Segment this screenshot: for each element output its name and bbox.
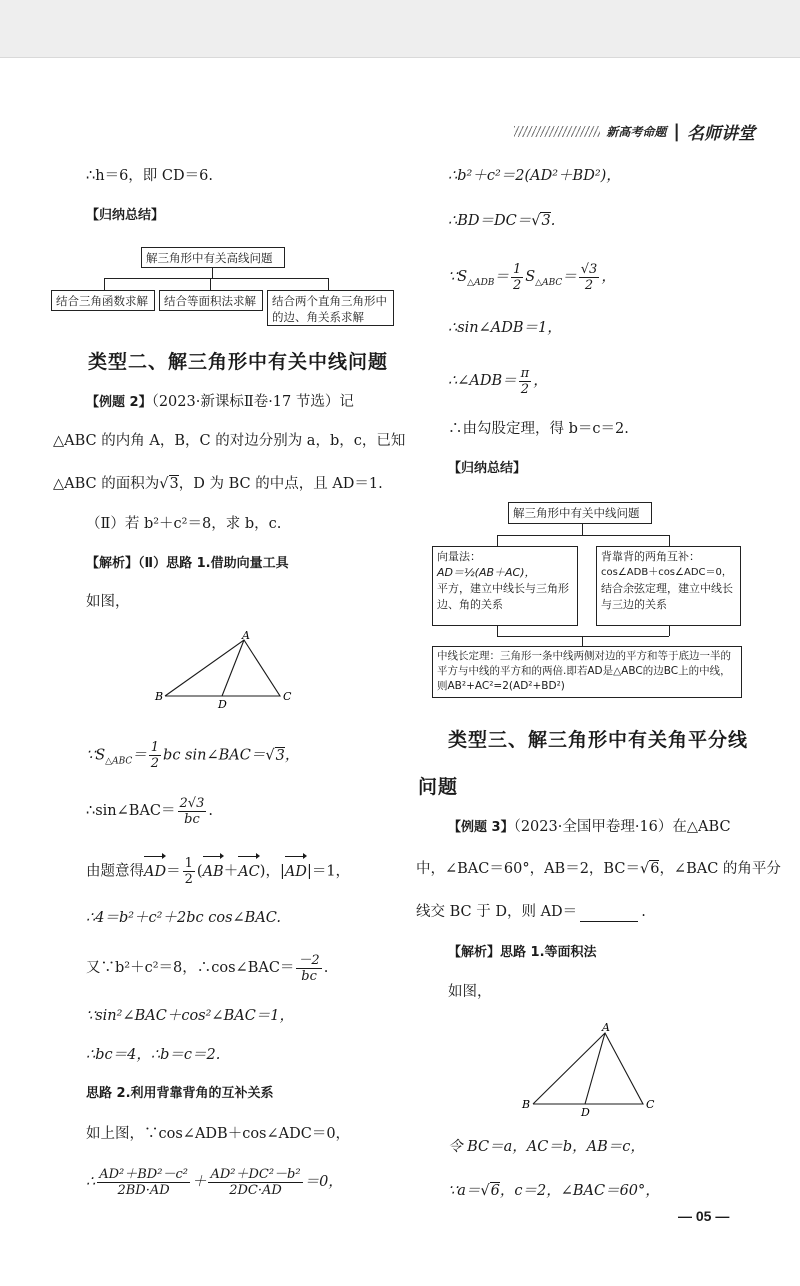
answer-blank: [580, 907, 638, 922]
example-2-text: ，D 为 BC 的中点，且 AD＝1.: [178, 476, 383, 492]
right-line-2: ∴BD＝DC＝√3.: [448, 213, 556, 229]
example-2-line-4: （Ⅱ）若 b²＋c²＝8，求 b，c.: [86, 516, 282, 532]
vertex-label-b: B: [155, 690, 164, 703]
equation-3: [86, 856, 350, 886]
header-big-title: 名师讲堂: [687, 124, 755, 144]
frac-den: 2: [150, 756, 160, 771]
header-hatch: [514, 126, 600, 137]
fraction: [178, 796, 207, 827]
as-figure-text: 如图，: [86, 594, 130, 610]
tree1-connector: [210, 278, 211, 290]
tree2-connector: [669, 626, 670, 636]
tree2-connector: [582, 524, 583, 535]
frac-den: 2BD·AD: [117, 1182, 170, 1198]
example-2-line-3: △ABC 的面积为√3，D 为 BC 的中点，且 AD＝1.: [53, 476, 383, 492]
right-line-5: [448, 364, 548, 398]
eq-text: S: [525, 269, 536, 285]
frac-den: 2: [584, 277, 594, 293]
frac-num: AD²＋BD²－c²: [99, 1166, 188, 1182]
frac-den: 2: [184, 872, 193, 887]
example-3-source: （2023·全国甲卷理·16）在△ABC: [513, 819, 731, 835]
tree2-root: 解三角形中有关中线问题: [508, 502, 652, 524]
vertex-label-c: C: [646, 1098, 655, 1111]
sqrt-value: 6: [490, 1183, 500, 1199]
eq-text: ，c＝2，∠BAC＝60°，: [499, 1183, 660, 1199]
sqrt-value: 6: [650, 861, 660, 877]
tree2-connector: [582, 636, 583, 646]
as-figure-text-2: 如图，: [448, 984, 492, 1000]
section-heading-3: 类型三、解三角形中有关角平分线: [448, 729, 749, 751]
tree2-left-box: [432, 546, 578, 626]
eq-text: 由题意得: [86, 863, 144, 880]
frac-num: －2: [298, 952, 320, 968]
frac-den: 2: [512, 277, 522, 293]
tree2-left-formula: AD＝½(AB＋AC)，: [437, 566, 536, 579]
right-line-4: ∴sin∠ADB＝1，: [448, 320, 562, 336]
example-2-line-1: [86, 392, 354, 413]
bisector-line: [585, 1033, 605, 1104]
example-3-line-3: [416, 902, 646, 922]
eq-text: 又∵b²＋c²＝8，∴cos∠BAC＝: [86, 960, 295, 976]
tree2-branch: [497, 535, 669, 536]
tree2-bottom-box: 中线长定理：三角形一条中线两侧对边的平方和等于底边一半的平方与中线的平方和的两倍.即若AD是△ABC的边BC上的中线，则AB²+AC²=2(AD²+BD²): [432, 646, 742, 698]
eq-text: ∵S: [448, 269, 468, 285]
tree1-child-2: 结合等面积法求解: [159, 290, 263, 311]
example-3-text: 线交 BC 于 D，则 AD＝: [416, 904, 578, 920]
example-3-text: .: [641, 904, 646, 920]
solution-3-tag: 【解析】: [448, 945, 501, 960]
example-2-source: （2023·新课标Ⅱ卷·17 节选）记: [151, 394, 354, 410]
sqrt-value: 3: [275, 747, 285, 764]
eq-sub: △ADB: [467, 277, 495, 288]
solution-3-idea-1: 思路 1.等面积法: [500, 945, 597, 960]
eq-text: .: [208, 803, 213, 819]
eq-text: .: [550, 213, 556, 229]
eq-text: ，: [601, 269, 616, 285]
frac-den: bc: [301, 968, 317, 984]
example-2-line-2: △ABC 的内角 A，B，C 的对边分别为 a，b，c，已知: [53, 433, 406, 449]
vector-ad: AD: [144, 857, 166, 887]
sqrt-value: 3: [169, 476, 179, 492]
frac-den: 2DC·AD: [229, 1182, 282, 1198]
header-small-title: 新高考命题: [606, 125, 667, 139]
fraction: [149, 740, 161, 771]
solution-line-1: [86, 553, 289, 574]
example-3-text: 中，∠BAC＝60°，AB＝2，BC＝: [416, 861, 640, 877]
fraction: [296, 953, 321, 984]
section-heading-2: 类型二、解三角形中有关中线问题: [88, 351, 389, 373]
frac-num: 1: [150, 740, 160, 755]
frac-num: π: [520, 365, 530, 381]
solution-idea-1: （Ⅱ）思路 1.借助向量工具: [138, 556, 289, 571]
right-line-7: 令 BC＝a，AC＝b，AB＝c，: [448, 1139, 645, 1155]
tree2-left-title: 向量法：: [437, 550, 481, 563]
eq-sub: △ABC: [535, 277, 563, 288]
solution-tag: 【解析】: [86, 556, 139, 571]
left-line-1: ∴h＝6，即 CD＝6.: [86, 168, 213, 184]
solution-3-line-1: [448, 942, 597, 963]
tree1-connector: [212, 268, 213, 278]
tree2-right-title: 背靠背的两角互补：: [601, 550, 700, 563]
eq-text: |＝1，: [306, 863, 351, 880]
top-band: [0, 0, 800, 58]
header-separator: |: [673, 121, 680, 142]
summary-tag-1: 【归纳总结】: [86, 208, 165, 223]
example-3-text: ，∠BAC 的角平分: [659, 861, 781, 877]
eq-text: )，|: [259, 863, 285, 880]
frac-num: AD²＋DC²－b²: [210, 1166, 301, 1182]
idea-2: 思路 2.利用背靠背角的互补关系: [86, 1086, 274, 1101]
tree1-root: 解三角形中有关高线问题: [141, 247, 285, 268]
eq-text: bc sin∠BAC＝: [163, 747, 266, 764]
eq-text: ∴: [86, 1174, 96, 1190]
eq-sub: △ABC: [105, 756, 133, 767]
frac-num: √3: [580, 261, 598, 277]
right-line-1: ∴b²＋c²＝2(AD²＋BD²)，: [448, 168, 621, 184]
eq-text: ＝: [562, 269, 577, 285]
eq-text: ∴sin∠BAC＝: [86, 803, 176, 819]
eq-text: ＝: [132, 747, 147, 764]
page-header: [514, 119, 755, 144]
eq-text: ，: [284, 747, 300, 764]
example-2-text: △ABC 的面积为: [53, 476, 160, 492]
fraction: [519, 366, 532, 397]
example-3-tag: 【例题 3】: [448, 820, 514, 835]
frac-den: 2: [520, 381, 530, 397]
eq-text: (: [196, 863, 203, 880]
vector-ad: AD: [285, 857, 307, 887]
page-number: — 05 —: [678, 1208, 730, 1224]
frac-den: bc: [184, 811, 200, 827]
eq-text: ∵a＝: [448, 1183, 481, 1199]
triangle-figure-1: [150, 630, 300, 710]
tree2-right-text: 结合余弦定理，建立中线长与三边的关系: [601, 582, 733, 611]
triangle-figure-2: [515, 1018, 665, 1118]
equation-7: ∴bc＝4，∴b＝c＝2.: [86, 1047, 221, 1063]
equation-1: $\because S_{\triangle ABC}=$ $\frac{1}{2}$ bc sin∠BAC＝√3，: [86, 740, 300, 771]
vertex-label-d: D: [581, 1106, 590, 1118]
summary-tag-2: 【归纳总结】: [448, 461, 527, 476]
eq-text: ＋: [223, 863, 239, 880]
fraction: [208, 1167, 302, 1198]
tree2-branch: [497, 636, 669, 637]
tree2-connector: [497, 535, 498, 546]
frac-num: 2√3: [179, 795, 205, 811]
eq-text: ∵S: [86, 747, 106, 764]
tree2-right-box: [596, 546, 741, 626]
eq-text: ＝: [166, 863, 181, 880]
fraction: [97, 1167, 190, 1198]
eq-text: ∴BD＝DC＝: [448, 213, 532, 229]
vertex-label-d: D: [218, 698, 227, 710]
fraction: [183, 856, 195, 887]
example-3-line-2: 中，∠BAC＝60°，AB＝2，BC＝√6，∠BAC 的角平分: [416, 861, 781, 877]
equation-5: [86, 952, 328, 984]
eq-text: .: [323, 960, 329, 976]
right-line-3: [448, 259, 616, 295]
equation-4: ∴4＝b²＋c²＋2bc cos∠BAC.: [86, 910, 281, 926]
tree2-left-text: 平方，建立中线长与三角形边、角的关系: [437, 582, 569, 611]
equation-6: ∵sin²∠BAC＋cos²∠BAC＝1，: [86, 1008, 295, 1024]
tree1-connector: [104, 278, 105, 290]
section-heading-3-cont: 问题: [418, 776, 459, 798]
vertex-label-a: A: [242, 630, 250, 642]
equation-2: [86, 795, 213, 827]
triangle-outline: [165, 640, 280, 696]
eq-text: ＋: [191, 1174, 207, 1190]
tree2-right-formula: cos∠ADB＋cos∠ADC＝0，: [601, 567, 732, 578]
eq-text: ，: [533, 373, 548, 389]
right-line-8: ∵a＝√6，c＝2，∠BAC＝60°，: [448, 1183, 660, 1199]
eq-text: ∴∠ADB＝: [448, 373, 517, 389]
equation-8: 如上图，∵cos∠ADB＋cos∠ADC＝0，: [86, 1126, 351, 1142]
vertex-label-b: B: [522, 1098, 531, 1111]
tree1-child-1: 结合三角函数求解: [51, 290, 155, 311]
example-2-tag: 【例题 2】: [86, 395, 152, 410]
fraction: [579, 262, 600, 293]
tree1-connector: [328, 278, 329, 290]
fraction: [511, 262, 523, 293]
tree2-connector: [669, 535, 670, 546]
eq-text: ＝0，: [304, 1174, 343, 1190]
frac-num: 1: [184, 856, 193, 871]
tree2-connector: [497, 626, 498, 636]
tree1-child-3: 结合两个直角三角形中的边、角关系求解: [267, 290, 394, 326]
tree1-branch: [104, 278, 328, 279]
frac-num: 1: [512, 261, 522, 277]
vector-ab: AB: [203, 857, 224, 887]
example-3-line-1: [448, 817, 731, 838]
eq-text: ＝: [494, 269, 509, 285]
vertex-label-a: A: [602, 1021, 610, 1034]
vector-ac: AC: [238, 857, 260, 887]
sqrt-value: 3: [541, 213, 551, 229]
equation-9: [86, 1162, 343, 1202]
right-line-6: ∴由勾股定理，得 b＝c＝2.: [448, 421, 629, 437]
vertex-label-c: C: [283, 690, 292, 703]
